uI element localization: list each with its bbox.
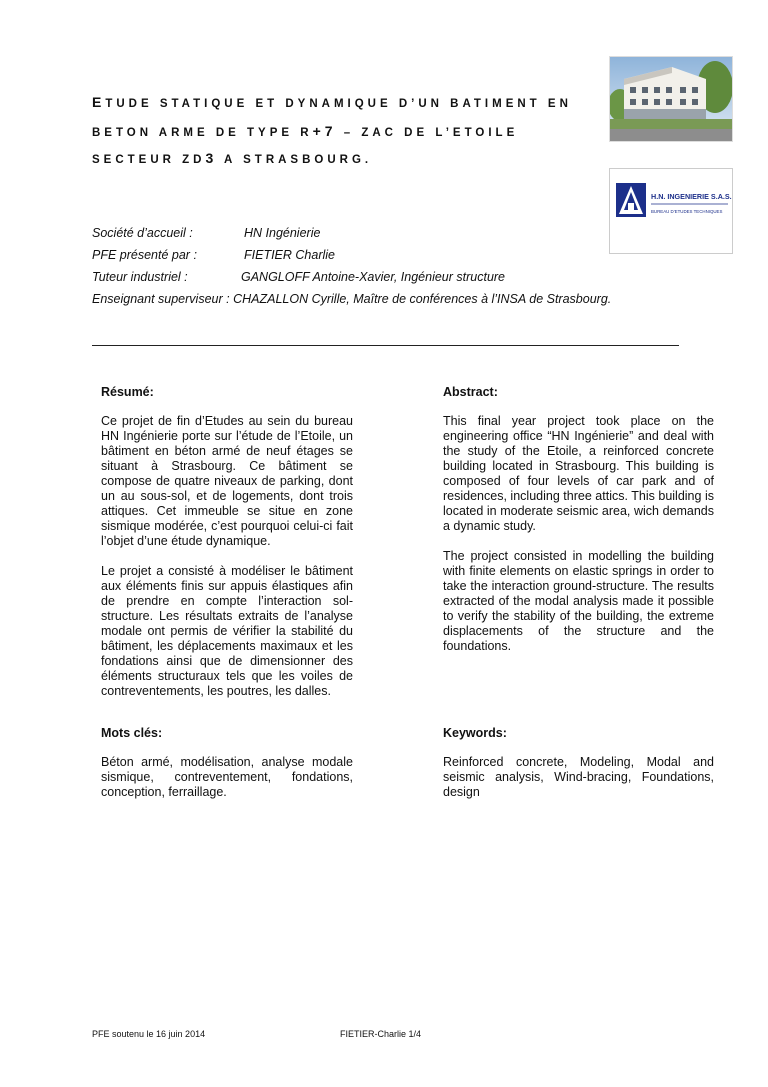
info-value: GANGLOFF Antoine-Xavier, Ingénieur structure <box>241 270 506 284</box>
abstract-heading: Abstract: <box>443 385 498 399</box>
title-line-3 <box>92 150 372 166</box>
title-text-3b: 3 <box>205 150 218 166</box>
title-text-2c: – ZAC DE L’ETOILE <box>336 127 519 139</box>
title-text-2b: +7 <box>312 123 337 139</box>
title-line-1 <box>92 94 572 110</box>
footer-page: FIETIER-Charlie 1/4 <box>340 1029 422 1039</box>
keywords-heading: Keywords: <box>443 726 507 740</box>
resume-paragraph-1: Ce projet de fin d’Etudes au sein du bureau HN Ingénierie porte sur l’étude de l’Etoile, un bâtiment en béton armé de neuf étages se situant à Strasbourg. Ce bâtiment se compose de quatre niveaux de parking, dont un au sous-sol, et de logements, dont trois attiques. Cet immeuble se situe en zone sismique modérée, c’est pourquoi celui-ci fait l’objet d’une étude dynamique. <box>101 414 353 548</box>
title-text-1: TUDE STATIQUE ET DYNAMIQUE D’UN BATIMENT EN <box>105 98 572 110</box>
info-supervisor <box>92 292 611 306</box>
logo-company-name: H.N. INGENIERIE S.A.S. <box>651 192 732 201</box>
info-value: CHAZALLON Cyrille, Maître de conférences à l’INSA de Strasbourg. <box>233 292 612 306</box>
info-label: Tuteur industriel : <box>92 270 188 284</box>
title-text-3c: A STRASBOURG. <box>217 154 373 166</box>
info-label: PFE présenté par : <box>92 248 197 262</box>
info-value: HN Ingénierie <box>244 226 321 240</box>
keywords-text: Reinforced concrete, Modeling, Modal and seismic analysis, Wind-bracing, Foundations, design <box>443 755 714 799</box>
mots-cles-section <box>101 726 353 800</box>
info-host-company <box>92 226 321 240</box>
abstract-section <box>443 385 714 654</box>
resume-section <box>101 385 353 699</box>
info-value: FIETIER Charlie <box>244 248 335 262</box>
footer-date: PFE soutenu le 16 juin 2014 <box>92 1029 206 1039</box>
building-image <box>610 57 732 141</box>
abstract-paragraph-2: The project consisted in modelling the building with finite elements on elastic springs in order to take the interaction ground-structure. The results extracted of the modal analysis made it possible to verify the stability of the building, the extreme displacements of the structure and the foundations. <box>443 549 714 653</box>
logo-tagline: BUREAU D’ETUDES TECHNIQUES <box>651 209 723 214</box>
mots-cles-heading: Mots clés: <box>101 726 163 740</box>
info-label: Enseignant superviseur : <box>92 292 230 306</box>
logo-graphic <box>610 169 732 253</box>
title-text-2a: BETON ARME DE TYPE R <box>92 127 313 139</box>
keywords-section <box>443 726 714 800</box>
mots-cles-text: Béton armé, modélisation, analyse modale sismique, contreventement, fondations, conception, ferraillage. <box>101 755 353 799</box>
title-line-2 <box>92 123 518 139</box>
title-text-3a: SECTEUR ZD <box>92 154 206 166</box>
resume-heading: Résumé: <box>101 385 154 399</box>
info-label: Société d’accueil : <box>92 226 193 240</box>
resume-paragraph-2: Le projet a consisté à modéliser le bâtiment aux éléments finis sur appuis élastiques afin de prendre en compte l’interaction sol-structure. Les résultats extraits de l’analyse modale ont permis de vérifier la stabilité du bâtiment, les déplacements maximaux et les fondations ainsi que de dimensionner des éléments structuraux tels que les voiles de contreventements, les poutres, les dalles. <box>101 564 353 698</box>
company-logo <box>609 168 733 254</box>
title-initial: E <box>92 94 106 110</box>
info-presented-by <box>92 248 335 262</box>
info-industrial-tutor <box>92 270 506 284</box>
abstract-paragraph-1: This final year project took place on the engineering office “HN Ingénierie” and deal with the study of the Etoile, a reinforced concrete building located in Strasbourg. This building is composed of four levels of car park and of residences, including three attics. This building is located in moderate seismic area, wich demands a dynamic study. <box>443 414 714 533</box>
building-photo <box>609 56 733 142</box>
section-divider <box>92 345 679 346</box>
